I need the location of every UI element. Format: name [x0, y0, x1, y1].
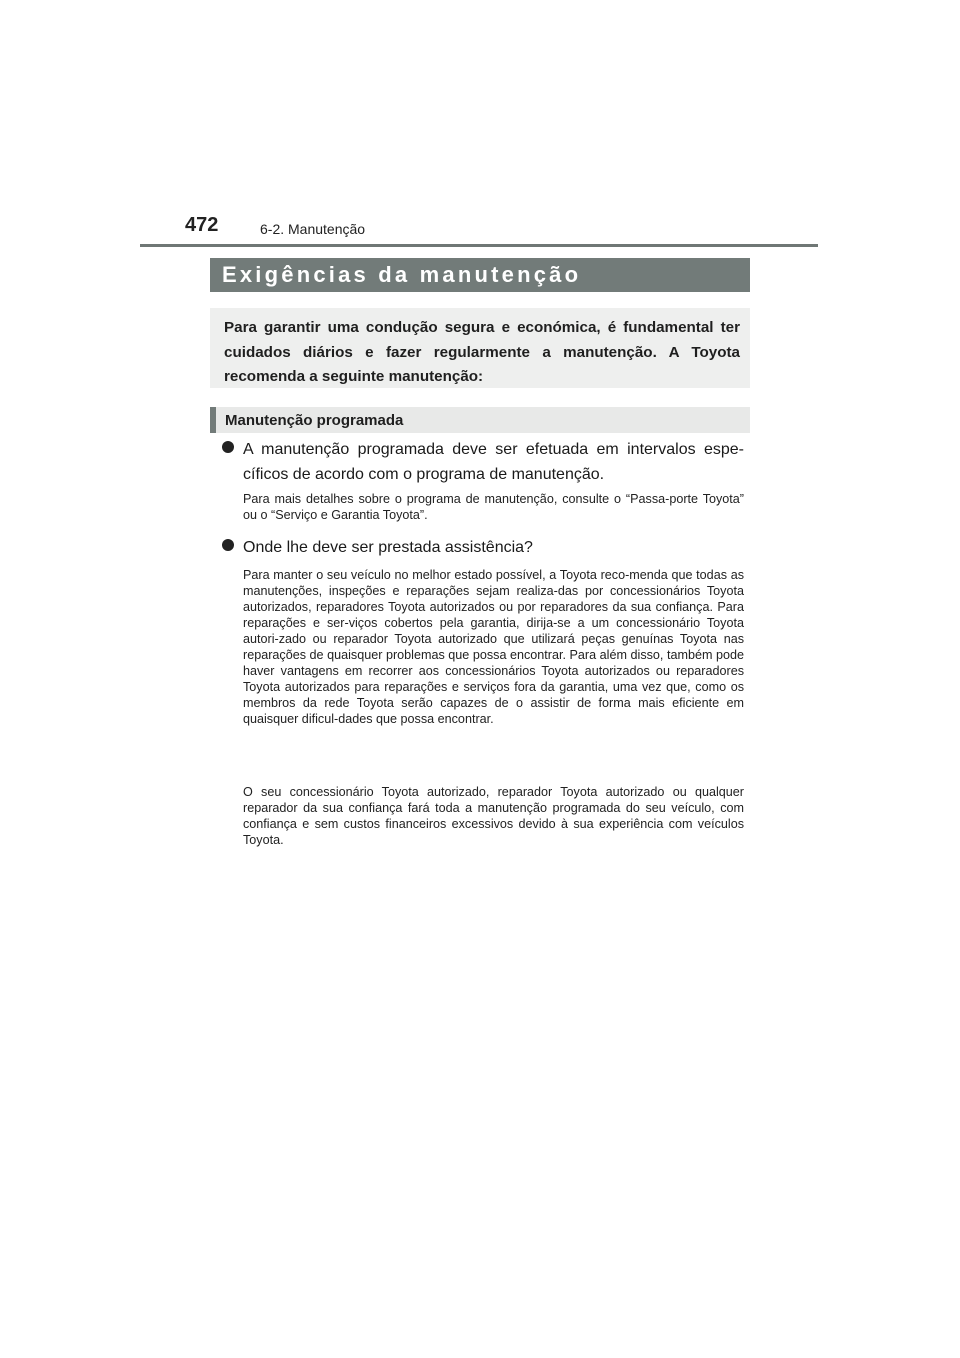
bullet-dot-icon [222, 539, 234, 551]
section-label: 6-2. Manutenção [260, 221, 366, 237]
body-paragraph: O seu concessionário Toyota autorizado, reparador Toyota autorizado ou qualquer reparador da sua confiança fará toda a manutenção programada do seu veículo, com confiança e sem custos financeiros excessivos devido à sua experiência com veículos Toyota. [243, 785, 744, 847]
page-title: Exigências da manutenção [210, 258, 750, 292]
bullet-dot-icon [222, 441, 234, 453]
header-rule [140, 244, 818, 247]
bullet-heading: Onde lhe deve ser prestada assistência? [243, 539, 533, 556]
intro-box: Para garantir uma condução segura e económica, é fundamental ter cuidados diários e fazer regularmente a manutenção. A Toyota recomenda a seguinte manutenção: [210, 308, 750, 388]
page-number: 472 [185, 214, 219, 236]
body-paragraph: Para mais detalhes sobre o programa de manutenção, consulte o “Passa-porte Toyota” ou o “Serviço e Garantia Toyota”. [243, 492, 744, 522]
bullet-item [222, 437, 744, 487]
bullet-item [222, 535, 744, 560]
subsection-heading: Manutenção programada [210, 407, 750, 433]
body-paragraph: Para manter o seu veículo no melhor estado possível, a Toyota reco-menda que todas as manutenções, inspeções e reparações sejam realiza-das por concessionários Toyota autorizados, reparadores Toyota autorizados ou por reparadores da sua confiança. Para reparações e ser-viços cobertos pela garantia, dirija-se a um concessionário Toyota autori-zado ou reparador Toyota autorizado que utilizará peças genuínas Toyota nas reparações de quaisquer problemas que possa encontrar. Para além disso, também pode haver vantagens em recorrer aos concessionários Toyota autorizados ou reparadores Toyota autorizados para reparações e serviços fora da garantia, uma vez que, como os membros da rede Toyota serão capazes de o assistir de forma mais eficiente em quaisquer dificul-dades que possa encontrar. [243, 568, 744, 726]
bullet-heading: A manutenção programada deve ser efetuada em intervalos espe-cíficos de acordo com o programa de manutenção. [243, 441, 744, 483]
